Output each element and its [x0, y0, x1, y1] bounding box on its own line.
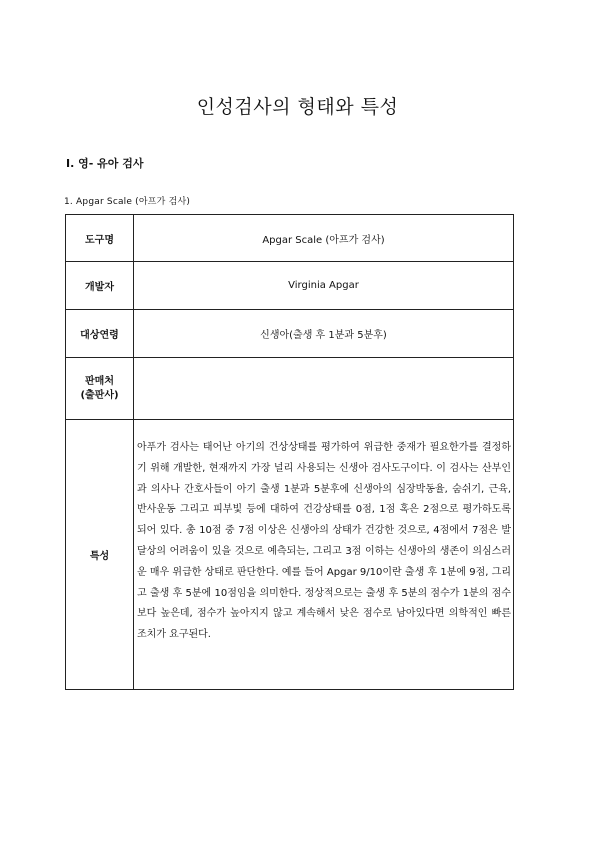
document-title: 인성검사의 형태와 특성 [196, 96, 399, 118]
table-row [66, 420, 514, 690]
row-header-developer: 개발자 [66, 262, 134, 310]
tool-name-value: Apgar Scale (아프가 검사) [134, 215, 514, 262]
row-header-characteristics: 특성 [66, 420, 134, 690]
table-row [66, 262, 514, 310]
info-table [65, 214, 514, 690]
row-header-tool-name: 도구명 [66, 215, 134, 262]
section-heading: Ⅰ. 영- 유아 검사 [66, 157, 144, 170]
developer-value: Virginia Apgar [134, 262, 514, 310]
publisher-value [134, 358, 514, 420]
publisher-header-line2: (출판사) [80, 389, 119, 401]
characteristics-cell [134, 420, 514, 690]
table-row [66, 215, 514, 262]
table-row [66, 358, 514, 420]
table-row [66, 310, 514, 358]
target-age-value: 신생아(출생 후 1분과 5분후) [134, 310, 514, 358]
row-header-publisher [66, 358, 134, 420]
characteristics-text: 아푸가 검사는 태어난 아기의 건상상태를 평가하여 위급한 중재가 필요한가를 결정하기 위해 개발한, 현재까지 가장 널리 사용되는 신생아 검사도구이다. 이 검사는 산부인과 의사나 간호사들이 아기 출생 1분과 5분후에 신생아의 심장박동율, 숨쉬기, 근육, 반사운동 그리고 피부빛 등에 대하여 건강상태를 0점, 1점 혹은 2점으로 평가하도록 되어 있다. 총 10점 중 7점 이상은 신생아의 상태가 건강한 것으로, 4점에서 7점은 발달상의 어려움이 있을 것으로 예측되는, 그리고 3점 이하는 신생아의 생존이 의심스러운 매우 위급한 상태로 판단한다. 예를 들어 Apgar 9/10이란 출생 후 1분에 9점, 그리고 출생 후 5분에 10점임을 의미한다. 정상적으로는 출생 후 5분의 점수가 1분의 점수보다 높은데, 점수가 높아지지 않고 계속해서 낮은 점수로 남아있다면 의학적인 빠른 조치가 요구된다. [137, 442, 511, 641]
publisher-header-line1: 판매처 [85, 375, 114, 387]
subsection-heading: 1. Apgar Scale (아프가 검사) [64, 197, 191, 207]
row-header-target-age: 대상연령 [66, 310, 134, 358]
